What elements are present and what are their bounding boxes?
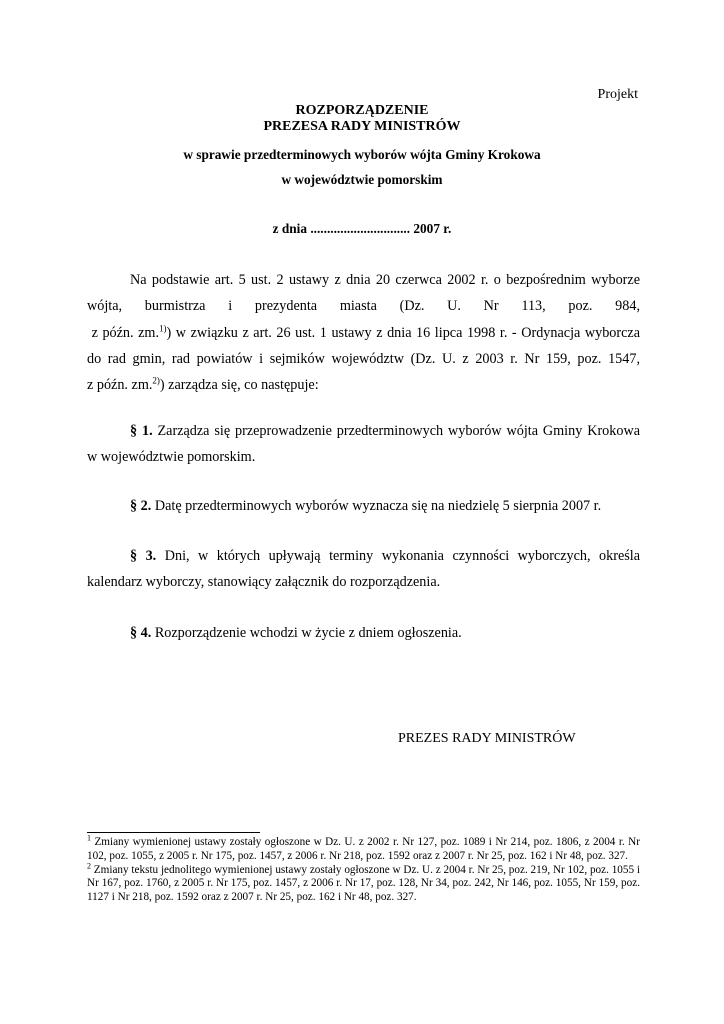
intro-line-2: wójta, burmistrza i prezydenta miasta (Dz. U. Nr 113, poz. 984, [87,298,640,315]
section-1 [87,418,640,471]
section-4-text: Rozporządzenie wchodzi w życie z dniem ogłoszenia. [151,625,462,641]
intro-line-1: Na podstawie art. 5 ust. 2 ustawy z dnia 20 czerwca 2002 r. o bezpośrednim wyborze [130,272,640,288]
footnote-2 [87,860,640,905]
intro-line-5a: z późn. zm. [87,377,153,394]
footnote-2-mark: 2 [87,860,91,870]
section-4 [87,620,640,646]
footnote-2-text: Zmiany tekstu jednolitego wymienionej ustawy zostały ogłoszone w Dz. U. z 2004 r. Nr 25, poz. 219, Nr 102, poz. 1055 i Nr 167, poz. 1760, z 2005 r. Nr 175, poz. 1457, z 2006 r. Nr 17, poz. 128, Nr 34, poz. 242, Nr 146, poz. 1055, Nr 159, poz. 1127 i Nr 218, poz. 1592 oraz z 2007 r. Nr 25, poz. 162 i Nr 48, poz. 327. [87,863,640,904]
intro-line-4: do rad gmin, rad powiatów i sejmików województw (Dz. U. z 2003 r. Nr 159, poz. 1547, [87,350,640,367]
section-2-number: § 2. [130,498,152,514]
footnote-1-text: Zmiany wymienionej ustawy zostały ogłoszone w Dz. U. z 2002 r. Nr 127, poz. 1089 i Nr 214, poz. 1806, z 2004 r. Nr 102, poz. 1055, z 2005 r. Nr 175, poz. 1457, z 2006 r. Nr 218, poz. 1592 oraz z 2007 r. Nr 25, poz. 162 i Nr 48, poz. 327. [87,836,640,862]
section-3-text: Dni, w których upływają terminy wykonania czynności wyborczych, określa kalendarz wyborczy, stanowiący załącznik do rozporządzenia. [87,548,641,591]
section-3 [87,543,640,596]
document-title: ROZPORZĄDZENIE [295,103,429,118]
signature-block: PREZES RADY MINISTRÓW [398,731,576,746]
section-3-number: § 3. [130,548,157,564]
footnotes [87,833,640,905]
footnote-1-mark: 1 [87,833,91,843]
footnote-ref-1: 1) [159,322,167,333]
subject-line-2: w województwie pomorskim [281,172,443,187]
section-1-text: Zarządza się przeprowadzenie przedterminowych wyborów wójta Gminy Krokowa w województwie pomorskim. [87,423,640,466]
section-4-number: § 4. [130,625,152,641]
footnote-divider [87,832,260,833]
legal-basis-paragraph [87,267,640,398]
section-2-text: Datę przedterminowych wyborów wyznacza się na niedzielę 5 sierpnia 2007 r. [151,498,602,514]
draft-label: Projekt [597,87,638,102]
intro-line-5 [87,372,640,398]
footnote-1 [87,833,640,864]
section-2 [87,493,640,519]
intro-line-3a: z późn. zm. [91,324,160,341]
intro-line-3b: ) w związku z art. 26 ust. 1 ustawy z dnia 16 lipca 1998 r. - Ordynacja wyborcza [166,324,641,341]
intro-line-3 [87,320,640,346]
section-1-number: § 1. [130,423,153,439]
intro-line-5b: ) zarządza się, co następuje: [159,377,319,394]
date-line: z dnia .............................. 2007 r. [272,221,452,236]
subject-line-1: w sprawie przedterminowych wyborów wójta Gminy Krokowa [183,147,541,162]
document-issuer: PREZESA RADY MINISTRÓW [263,119,461,134]
footnote-ref-2: 2) [152,375,160,386]
